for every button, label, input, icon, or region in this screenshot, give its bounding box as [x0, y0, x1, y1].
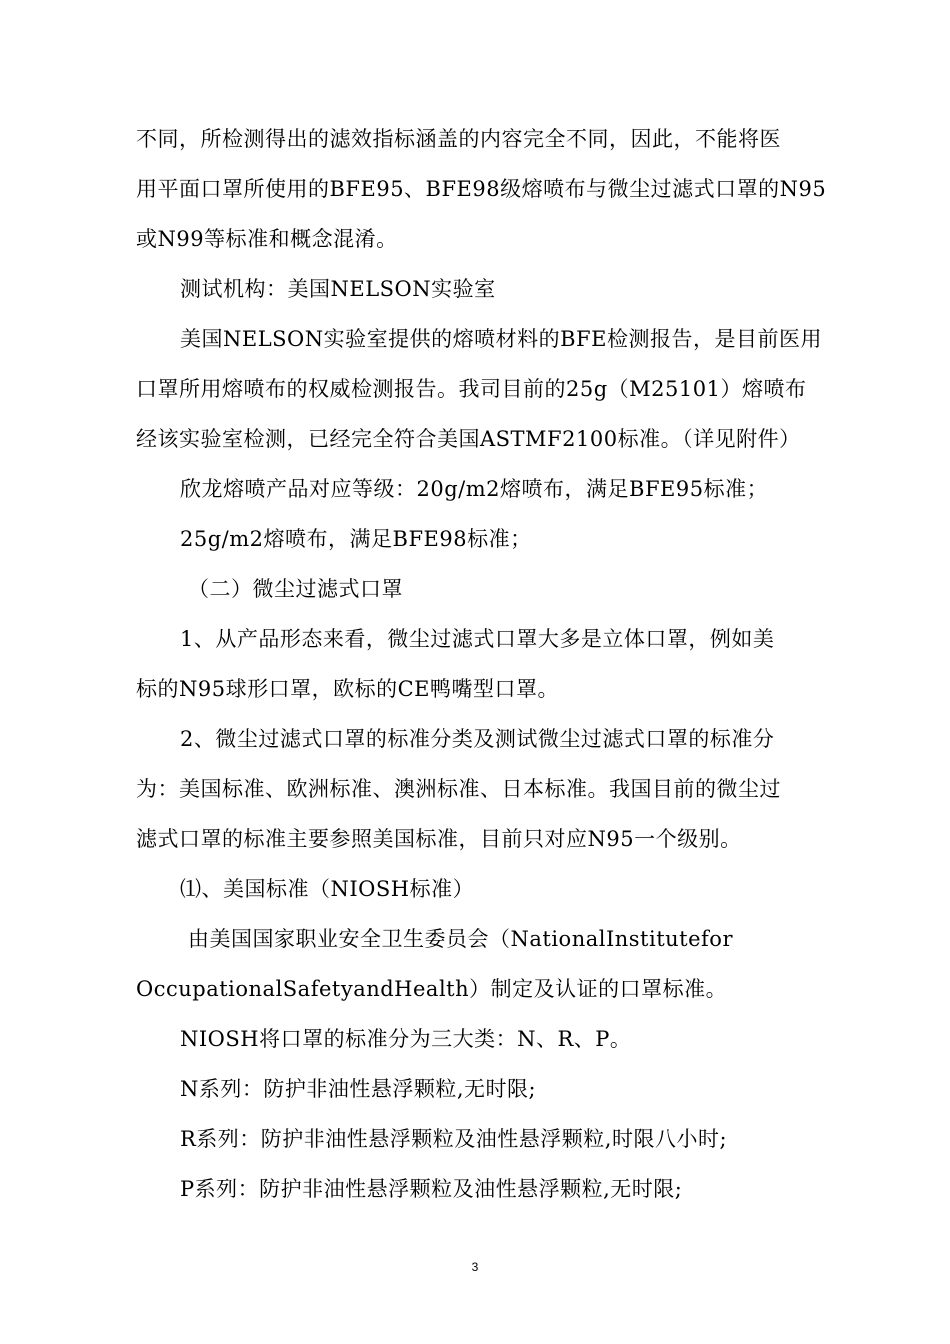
subsection-heading: ⑴、美国标准（NIOSH标准） — [180, 877, 475, 901]
text-line: 不同，所检测得出的滤效指标涵盖的内容完全不同，因此，不能将医 — [136, 127, 781, 151]
list-item: N系列：防护非油性悬浮颗粒,无时限; — [180, 1077, 537, 1101]
list-item: P系列：防护非油性悬浮颗粒及油性悬浮颗粒,无时限; — [180, 1177, 683, 1201]
text-line: 25g/m2熔喷布，满足BFE98标准； — [180, 527, 532, 551]
section-heading: （二）微尘过滤式口罩 — [188, 577, 403, 601]
text-line: 欣龙熔喷产品对应等级：20g/m2熔喷布，满足BFE95标准； — [180, 477, 769, 501]
text-line: OccupationalSafetyandHealth）制定及认证的口罩标准。 — [136, 977, 728, 1001]
text-line: 2、微尘过滤式口罩的标准分类及测试微尘过滤式口罩的标准分 — [180, 727, 775, 751]
text-line: 测试机构：美国NELSON实验室 — [180, 277, 496, 301]
text-line: 1、从产品形态来看，微尘过滤式口罩大多是立体口罩，例如美 — [180, 627, 775, 651]
list-item: R系列：防护非油性悬浮颗粒及油性悬浮颗粒,时限八小时; — [180, 1127, 728, 1151]
text-line: 滤式口罩的标准主要参照美国标准，目前只对应N95一个级别。 — [136, 827, 742, 851]
page-number: 3 — [471, 1260, 479, 1274]
text-line: 用平面口罩所使用的BFE95、BFE98级熔喷布与微尘过滤式口罩的N95 — [136, 177, 827, 201]
text-line: 美国NELSON实验室提供的熔喷材料的BFE检测报告，是目前医用 — [180, 327, 822, 351]
text-line: 经该实验室检测，已经完全符合美国ASTMF2100标准。（详见附件） — [136, 427, 801, 451]
text-line: NIOSH将口罩的标准分为三大类：N、R、P。 — [180, 1027, 632, 1051]
text-line: 标的N95球形口罩，欧标的CE鸭嘴型口罩。 — [136, 677, 559, 701]
text-line: 口罩所用熔喷布的权威检测报告。我司目前的25g（M25101）熔喷布 — [136, 377, 807, 401]
text-line: 为：美国标准、欧洲标准、澳洲标准、日本标准。我国目前的微尘过 — [136, 777, 781, 801]
text-line: 或N99等标准和概念混淆。 — [136, 227, 398, 251]
text-line: 由美国国家职业安全卫生委员会（NationalInstitutefor — [188, 927, 733, 951]
